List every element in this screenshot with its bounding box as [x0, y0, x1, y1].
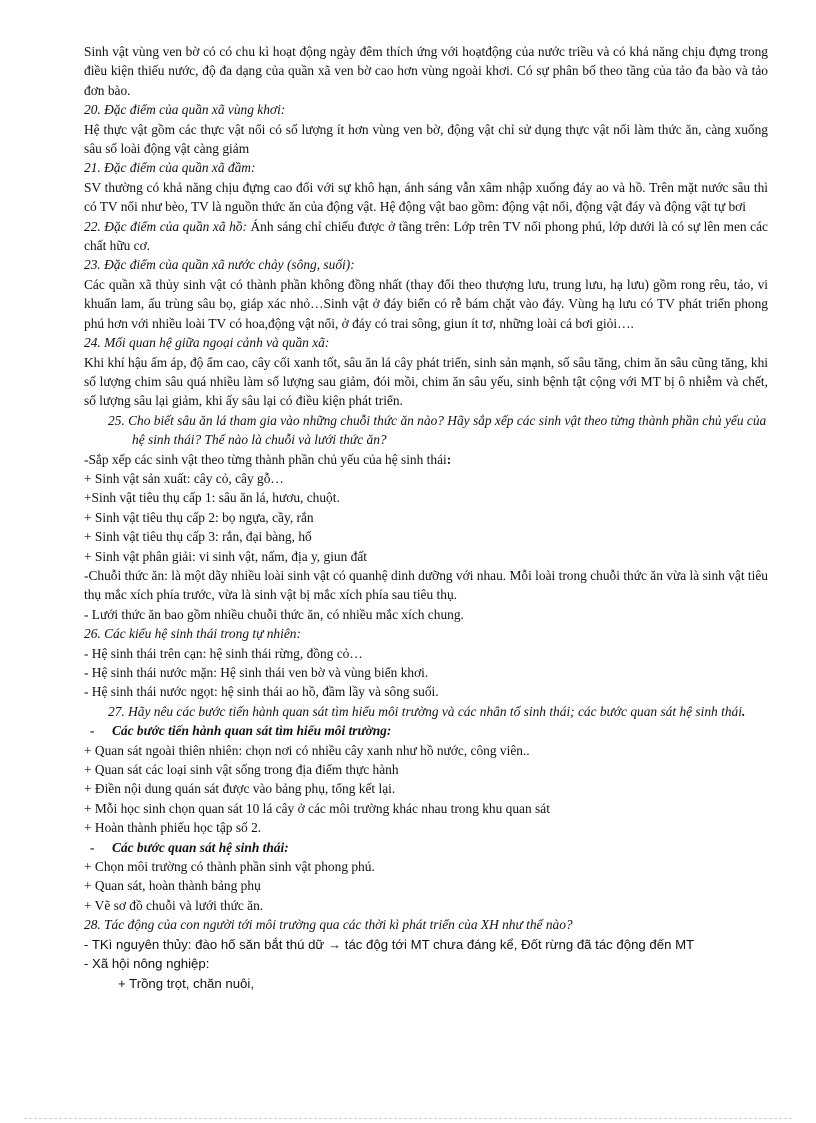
answer-25-item-2: +Sinh vật tiêu thụ cấp 1: sâu ăn lá, hươu, chuột. [84, 490, 340, 506]
heading-22: 22. Đặc điểm của quần xã hồ: [84, 218, 247, 234]
answer-27-item-5: + Hoàn thành phiếu học tập số 2. [84, 820, 262, 836]
subheading-27b: Các bước quan sát hệ sinh thái: [112, 839, 289, 855]
paragraph-24: Khi khí hậu ấm áp, độ ẩm cao, cây cối xanh tốt, sâu ăn lá cây phát triển, sinh sản mạnh, số sâu tăng, chim ăn sâu cũng tăng, khi số lượng chim sâu quá nhiều làm số lượng sau giảm, đói mồi, chim ăn sâu yếu, sinh bệnh tật cộng với MT bị ô nhiễm và chết, số lượng sâu lại giảm, khi ấy sâu lại có điều kiện phát triển. [84, 354, 768, 409]
document-body [84, 42, 768, 993]
paragraph-19: Sinh vật vùng ven bờ có có chu kì hoạt động ngày đêm thích ứng với hoạtđộng của nước triều và có khả năng chịu đựng trong điều kiện thiếu nước, độ đa dạng của quần xã ven bờ cao hơn vùng ngoài khơi. Có sự phân bố theo tầng của tảo đa bào và tảo đơn bào. [84, 44, 768, 98]
heading-26: 26. Các kiểu hệ sinh thái trong tự nhiên: [84, 626, 301, 642]
answer-28-item-1: - TKì nguyên thủy: đào hố săn bắt thú dữ → tác độg tới MT chưa đáng kể, Đốt rừng đã tác động đến MT [84, 936, 695, 952]
answer-25-item-1: + Sinh vật sản xuất: cây cỏ, cây gỗ… [84, 470, 284, 486]
answer-27-item-4: + Mỗi học sinh chọn quan sát 10 lá cây ở các môi trường khác nhau trong khu quan sát [84, 800, 550, 816]
paragraph-20: Hệ thực vật gồm các thực vật nổi có số lượng ít hơn vùng ven bờ, động vật chỉ sử dụng thực vật nổi làm thức ăn, càng xuống sâu số loài động vật càng giảm [84, 121, 768, 157]
page-bottom-rule [24, 1118, 792, 1119]
answer-25-food-web: - Lưới thức ăn bao gồm nhiều chuỗi thức ăn, có nhiều mắc xích chung. [84, 606, 464, 622]
answer-27-item-1: + Quan sát ngoài thiên nhiên: chọn nơi có nhiều cây xanh như hồ nước, công viên.. [84, 742, 530, 758]
subheading-27b-line [84, 838, 768, 857]
answer-25-intro-colon: : [446, 451, 452, 467]
heading-27-dot: . [741, 703, 746, 719]
answer-27-item-8: + Vẽ sơ đồ chuỗi và lưới thức ăn. [84, 897, 264, 913]
answer-25-item-4: + Sinh vật tiêu thụ cấp 3: rắn, đại bàng, hổ [84, 529, 312, 545]
answer-27-item-2: + Quan sát các loại sinh vật sống trong địa điểm thực hành [84, 762, 399, 778]
answer-28-item-3: + Trồng trọt, chăn nuôi, [118, 975, 254, 991]
subheading-27a: Các bước tiến hành quan sát tìm hiểu môi trường: [112, 723, 392, 739]
answer-25-item-3: + Sinh vật tiêu thụ cấp 2: bọ ngựa, cầy, rắn [84, 509, 314, 525]
subheading-27a-dash: - [90, 723, 95, 739]
answer-27-item-3: + Điền nội dung quán sát được vào bảng phụ, tổng kết lại. [84, 781, 396, 797]
paragraph-22: Ánh sáng chỉ chiếu được ở tầng trên: Lớp trên TV nổi phong phú, lớp dưới là có sự lên men các chất hữu cơ. [84, 218, 768, 254]
heading-23: 23. Đặc điểm của quần xã nước chảy (sông, suối): [84, 257, 355, 273]
answer-25-intro-line [84, 450, 768, 469]
answer-25-intro: -Sắp xếp các sinh vật theo từng thành phần chủ yếu của hệ sinh thái [84, 451, 447, 467]
answer-26-item-2: - Hệ sinh thái nước mặn: Hệ sinh thái ven bờ và vùng biển khơi. [84, 665, 429, 680]
paragraph-21: SV thường có khả năng chịu đựng cao đối với sự khô hạn, ánh sáng vẫn xâm nhập xuống đáy ao và hồ. Trên mặt nước sâu thì có TV nổi như bèo, TV là nguồn thức ăn của động vật. Hệ động vật bao gồm: động vật nổi, động vật đáy và động vật tự bơi [84, 179, 768, 215]
heading-24: 24. Mối quan hệ giữa ngoại cảnh và quần xã: [84, 335, 330, 351]
answer-26-item-1: - Hệ sinh thái trên cạn: hệ sinh thái rừng, đồng cỏ… [84, 645, 363, 661]
heading-25: 25. Cho biết sâu ăn lá tham gia vào những chuỗi thức ăn nào? Hãy sắp xếp các sinh vật theo từng thành phần chủ yếu của hệ sinh thái? Thế nào là chuỗi và lưới thức ăn? [108, 412, 767, 448]
paragraph-23: Các quần xã thủy sinh vật có thành phần không đồng nhất (thay đổi theo thượng lưu, trung lưu, hạ lưu) gồm rong rêu, tảo, vi khuẩn lam, ấu trùng sâu bọ, giáp xác nhỏ…Sinh vật ở đáy biển có rễ bám chặt vào đáy. Vùng hạ lưu có TV phát triển phong phú hơn với nhiều loài TV có hoa,động vật nổi, ở đáy có trai sông, giun ít tơ, những loài cá bơi giỏi…. [84, 276, 768, 331]
subheading-27b-dash: - [90, 839, 95, 855]
answer-28-item-2: - Xã hội nông nghiệp: [84, 956, 210, 972]
paragraph-22-block [84, 217, 768, 256]
answer-25-item-5: + Sinh vật phân giải: vi sinh vật, nấm, địa y, giun đất [84, 548, 368, 564]
answer-25-food-chain: -Chuỗi thức ăn: là một dãy nhiều loài sinh vật có quanhệ dinh dưỡng với nhau. Mỗi loài trong chuỗi thức ăn vừa là sinh vật tiêu thụ mắc xích phía trước, vừa là sinh vật bị mắc xích phía sau tiêu thụ. [84, 567, 768, 603]
heading-27: 27. Hãy nêu các bước tiến hành quan sát tìm hiểu môi trường và các nhân tố sinh thái; các bước quan sát hệ sinh thái [108, 703, 742, 719]
heading-20: 20. Đặc điểm của quần xã vùng khơi: [84, 102, 286, 118]
answer-27-item-6: + Chọn môi trường có thành phần sinh vật phong phú. [84, 859, 375, 875]
answer-27-item-7: + Quan sát, hoàn thành bảng phụ [84, 878, 261, 894]
answer-26-item-3: - Hệ sinh thái nước ngọt: hệ sinh thái ao hồ, đầm lầy và sông suối. [84, 684, 439, 700]
subheading-27a-line [84, 721, 768, 740]
heading-28: 28. Tác động của con người tới môi trường qua các thời kì phát triển của XH như thế nào? [84, 917, 573, 933]
heading-27-block [84, 702, 768, 721]
heading-21: 21. Đặc điểm của quần xã đầm: [84, 160, 256, 176]
